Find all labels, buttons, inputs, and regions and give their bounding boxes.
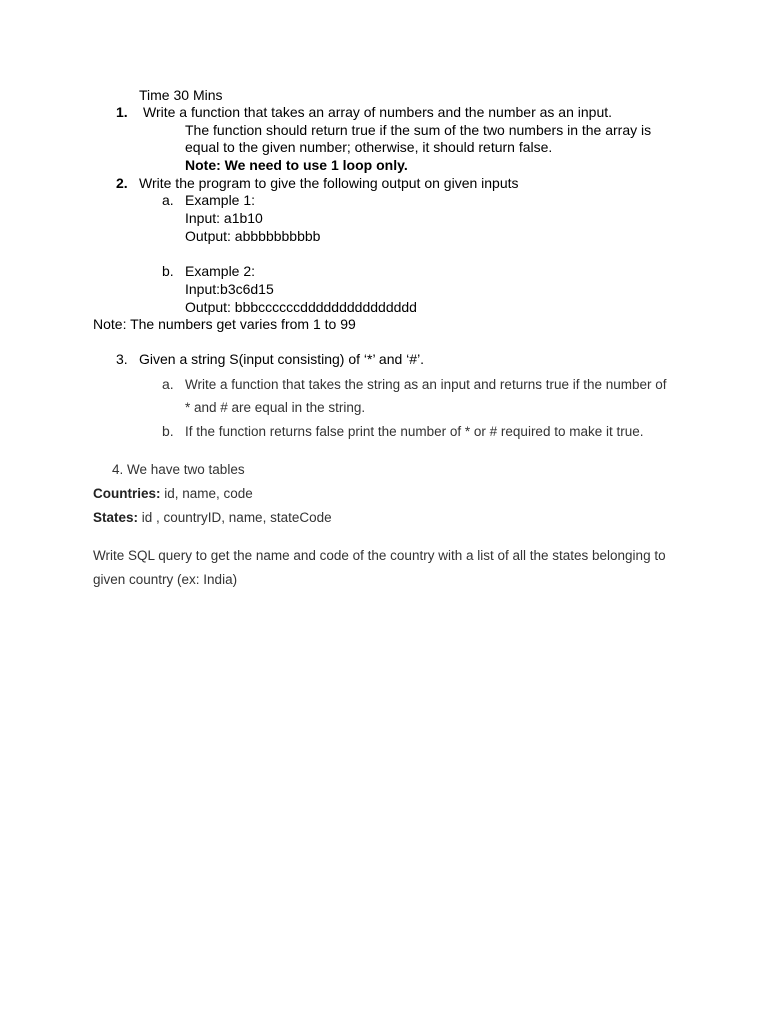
q2-example-a-marker: a. bbox=[162, 192, 174, 208]
sql-query-line2: given country (ex: India) bbox=[93, 572, 238, 587]
q2-example-a-output: Output: abbbbbbbbbb bbox=[185, 228, 321, 244]
q3-number: 3. bbox=[116, 351, 128, 367]
q2-example-b-output: Output: bbbccccccddddddddddddddd bbox=[185, 299, 417, 315]
countries-table-description bbox=[93, 485, 253, 502]
q1-number: 1. bbox=[116, 104, 128, 120]
sql-query-line1: Write SQL query to get the name and code of the country with a list of all the states belonging to bbox=[93, 548, 666, 563]
countries-label: Countries: bbox=[93, 486, 161, 501]
q2-example-b-marker: b. bbox=[162, 263, 174, 279]
q1-note: Note: We need to use 1 loop only. bbox=[185, 157, 408, 173]
q3-text: Given a string S(input consisting) of ‘*’ and ‘#’. bbox=[139, 351, 425, 367]
q3-item-b-line1: If the function returns false print the number of * or # required to make it true. bbox=[185, 424, 644, 439]
q2-number: 2. bbox=[116, 175, 128, 191]
q2-example-a-input: Input: a1b10 bbox=[185, 210, 263, 226]
q2-note: Note: The numbers get varies from 1 to 99 bbox=[93, 316, 356, 332]
q3-item-a-marker: a. bbox=[162, 376, 174, 392]
q3-item-a-line2: * and # are equal in the string. bbox=[185, 400, 366, 415]
states-label: States: bbox=[93, 510, 139, 525]
states-fields: id , countryID, name, stateCode bbox=[138, 510, 332, 525]
time-limit: Time 30 Mins bbox=[139, 87, 223, 103]
states-table-description bbox=[93, 509, 332, 526]
q1-detail-line2: equal to the given number; otherwise, it should return false. bbox=[185, 139, 553, 155]
countries-fields: id, name, code bbox=[160, 486, 253, 501]
q2-example-a-title: Example 1: bbox=[185, 192, 256, 208]
q2-example-b-input: Input:b3c6d15 bbox=[185, 281, 274, 297]
q1-text: Write a function that takes an array of numbers and the number as an input. bbox=[143, 104, 613, 120]
q2-example-b-title: Example 2: bbox=[185, 263, 256, 279]
q1-detail-line1: The function should return true if the sum of the two numbers in the array is bbox=[185, 122, 652, 138]
q3-item-a-line1: Write a function that takes the string as an input and returns true if the number of bbox=[185, 377, 667, 392]
q4-text: 4. We have two tables bbox=[112, 462, 245, 477]
q2-text: Write the program to give the following output on given inputs bbox=[139, 175, 519, 191]
q3-item-b-marker: b. bbox=[162, 423, 174, 439]
